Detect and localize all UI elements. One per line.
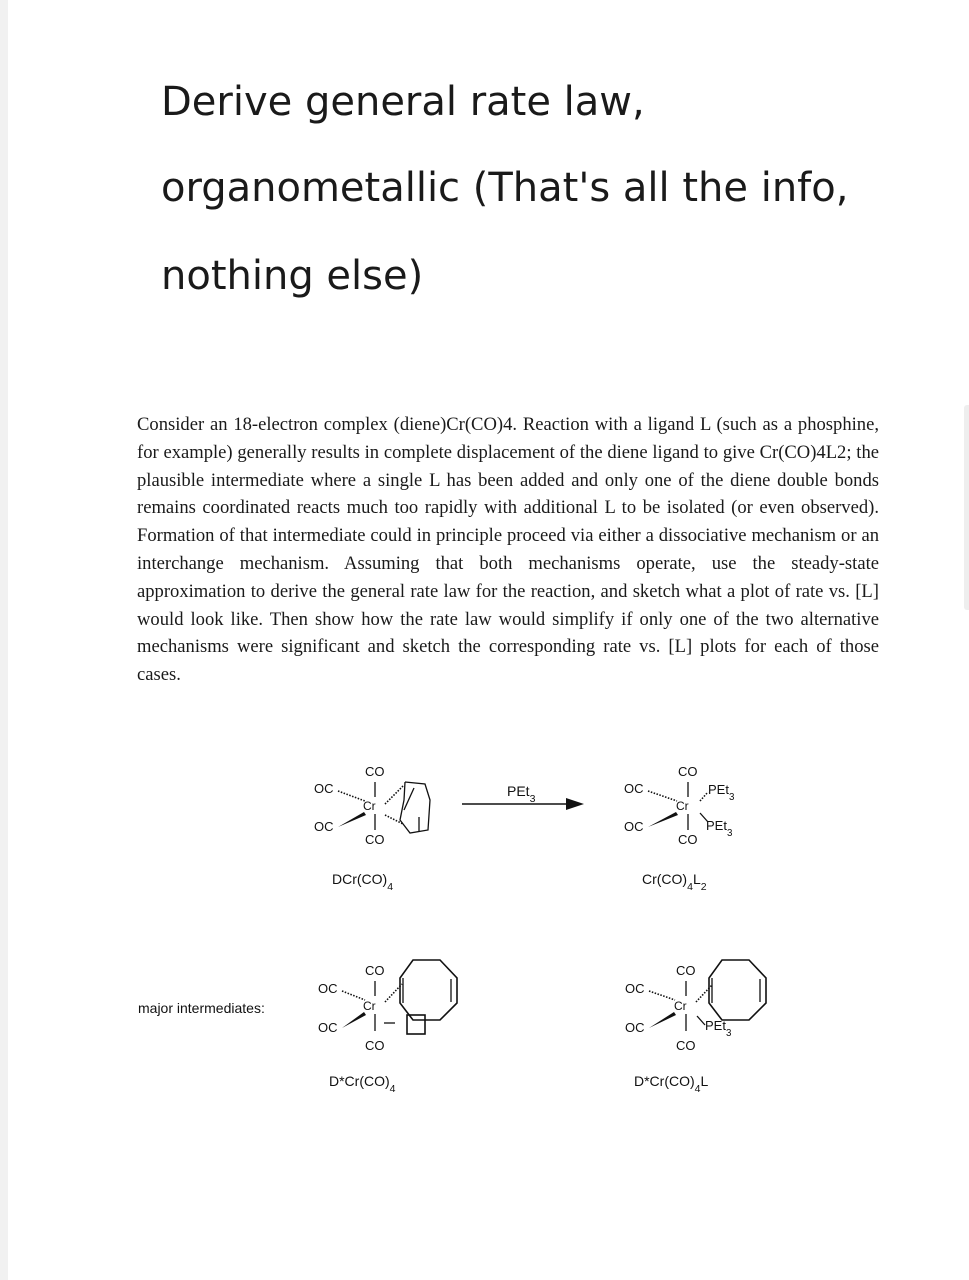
diene-ring — [709, 960, 766, 1020]
co-ligand-top: CO — [676, 963, 696, 978]
diene-ligand — [385, 782, 430, 833]
chromium-atom: Cr — [363, 999, 376, 1013]
diene-ring — [400, 960, 457, 1020]
co-ligand-top: CO — [678, 764, 698, 779]
oc-ligand-lower-left: OC — [318, 1020, 338, 1035]
oc-ligand-lower-left: OC — [625, 1020, 645, 1035]
question-body: Consider an 18-electron complex (diene)Cr(CO)4. Reaction with a ligand L (such as a phosphine, for example) generally results in complete displacement of the diene ligand to give Cr(CO)4L2; the plausible intermediate where a single L has been added and only one of the diene double bonds remains coordinated reacts much too rapidly with additional L to be isolated (or even observed). Formation of that intermediate could in principle proceed via either a dissociative mechanism or an interchange mechanism. Assuming that both mechanisms operate, use the steady-state approximation to derive the general rate law for the reaction, and sketch what a plot of rate vs. [L] would look like. Then show how the rate law would simplify if only one of the two alternative mechanisms were significant and sketch the corresponding rate vs. [L] plots for each of those cases. — [137, 414, 879, 686]
oc-ligand-lower-left: OC — [624, 819, 644, 834]
co-ligand-bottom: CO — [678, 832, 698, 847]
reaction-arrow — [462, 783, 584, 810]
vacant-site-square — [407, 1015, 425, 1034]
intermediate-1-structure — [318, 960, 457, 1095]
oc-ligand-upper-left: OC — [624, 781, 644, 796]
reaction-scheme — [0, 740, 969, 1120]
question-title-line-3: nothing else) — [161, 253, 424, 299]
intermediates-label: major intermediates: — [138, 1000, 265, 1016]
oc-ligand-upper-left: OC — [625, 981, 645, 996]
pet3-ligand: PEt$_3$ — [705, 1018, 732, 1039]
intermediate-2-label: $D*Cr(CO)_4L$ — [634, 1073, 709, 1095]
chromium-atom: Cr — [363, 799, 376, 813]
oc-ligand-upper-left: OC — [314, 781, 334, 796]
question-title-line-2: organometallic (That's all the info, — [161, 165, 849, 211]
pet3-ligand-lower: PEt$_3$ — [706, 818, 733, 839]
oc-ligand-upper-left: OC — [318, 981, 338, 996]
chromium-atom: Cr — [676, 799, 689, 813]
co-ligand-top: CO — [365, 764, 385, 779]
co-ligand-top: CO — [365, 963, 385, 978]
reactant-label: $DCr(CO)_4$ — [332, 871, 394, 893]
intermediate-2-structure — [625, 960, 766, 1095]
arrow-reagent-label: PEt$_3$ — [507, 783, 536, 805]
co-ligand-bottom: CO — [365, 1038, 385, 1053]
reactant-structure — [314, 764, 430, 893]
co-ligand-bottom: CO — [676, 1038, 696, 1053]
product-structure — [624, 764, 734, 893]
question-title-line-1: Derive general rate law, — [161, 79, 645, 125]
intermediate-1-label: $D*Cr(CO)_4$ — [329, 1073, 396, 1095]
scroll-edge-tab — [964, 405, 969, 610]
pet3-ligand-upper: PEt$_3$ — [708, 782, 735, 803]
co-ligand-bottom: CO — [365, 832, 385, 847]
oc-ligand-lower-left: OC — [314, 819, 334, 834]
chromium-atom: Cr — [674, 999, 687, 1013]
product-label: $Cr(CO)_4L_2$ — [642, 871, 707, 893]
